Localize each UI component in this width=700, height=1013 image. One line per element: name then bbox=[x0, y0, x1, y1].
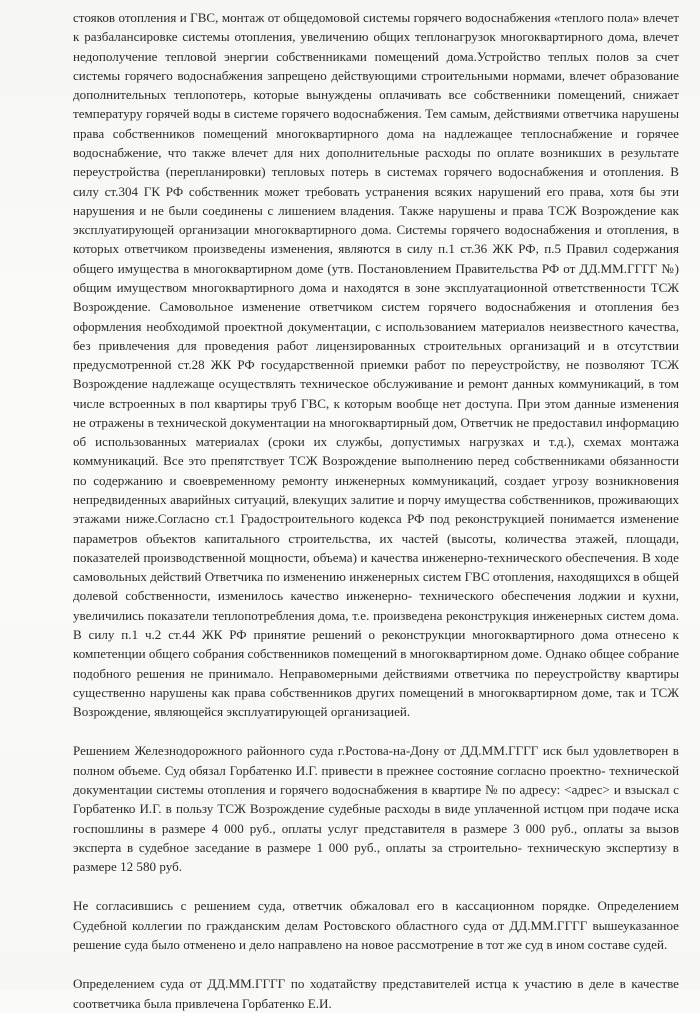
paragraph-4: Определением суда от ДД.ММ.ГГГГ по ходатайству представителей истца к участию в деле в качестве соответчика была привлечена Горбатенко Е.И. bbox=[73, 976, 679, 1011]
document-body bbox=[73, 8, 679, 1013]
paragraph-2: Решением Железнодорожного районного суда г.Ростова-на-Дону от ДД.ММ.ГГГГ иск был удовлетворен в полном объеме. Суд обязал Горбатенко И.Г. привести в прежнее состояние согласно проектно- технической документации системы отопления и горячего водоснабжения в квартире № по адресу: <адрес> и взыскал с Горбатенко И.Г. в пользу ТСЖ Возрождение судебные расходы в виде уплаченной истцом при подаче иска госпошлины в размере 4 000 руб., оплаты услуг представителя в размере 3 000 руб., оплаты за вызов эксперта в судебное заседание в размере 1 000 руб., оплаты за строительно- техническую экспертизу в размере 12 580 руб. bbox=[73, 743, 679, 875]
paragraph-1: стояков отопления и ГВС, монтаж от общедомовой системы горячего водоснабжения «теплого пола» влечет к разбалансировке системы отопления, увеличению общих теплонагрузок многоквартирного дома, влечет недополучение тепловой энергии собственниками помещений дома.Устройство теплых полов за счет системы горячего водоснабжения запрещено действующими строительными нормами, влечет образование дополнительных теплопотерь, которые вынуждены оплачивать все собственники помещений, снижает температуру горячей воды в системе горячего водоснабжения. Тем самым, действиями ответчика нарушены права собственников помещений многоквартирного дома на надлежащее теплоснабжение и горячее водоснабжение, что также влечет для них дополнительные расходы по оплате возникших в результате переустройства (перепланировки) тепловых потерь в системах горячего водоснабжения и отопления. В силу ст.304 ГК РФ собственник может требовать устранения всяких нарушений его права, хотя бы эти нарушения и не были соединены с лишением владения. Также нарушены и права ТСЖ Возрождение как эксплуатирующей организации многоквартирного дома. Системы горячего водоснабжения и отопления, в которых ответчиком произведены изменения, являются в силу п.1 ст.36 ЖК РФ, п.5 Правил содержания общего имущества в многоквартирном доме (утв. Постановлением Правительства РФ от ДД.ММ.ГГГГ №) общим имуществом многоквартирного дома и находятся в зоне эксплуатационной ответственности ТСЖ Возрождение. Самовольное изменение ответчиком систем горячего водоснабжения и отопления без оформления необходимой проектной документации, с использованием материалов неизвестного качества, без привлечения для проведения работ лицензированных строительных организаций и в отсутствии предусмотренной ст.28 ЖК РФ государственной приемки работ по переустройству, не позволяют ТСЖ Возрождение надлежаще осуществлять техническое обслуживание и ремонт данных коммуникаций, в том числе встроенных в пол квартиры труб ГВС, к которым вообще нет доступа. При этом данные изменения не отражены в технической документации на многоквартирный дом, Ответчик не предоставил информацию об использованных материалах (сроки их службы, допустимых нагрузках и т.д.), схемах монтажа коммуникаций. Все это препятствует ТСЖ Возрождение выполнению перед собственниками обязанности по содержанию и своевременному ремонту инженерных коммуникаций, создает угрозу возникновения непредвиденных аварийных ситуаций, влекущих залитие и порчу имущества собственников, проживающих этажами ниже.Согласно ст.1 Градостроительного кодекса РФ под реконструкцией понимается изменение параметров объектов капитального строительства, их частей (высоты, количества этажей, площади, показателей производственной мощности, объема) и качества инженерно-технического обеспечения. В ходе самовольных действий Ответчика по изменению инженерных систем ГВС отопления, находящихся в общей долевой собственности, изменилось качество инженерно- технического обеспечения лоджии и кухни, увеличились показатели теплопотребления дома, т.е. произведена реконструкция инженерных систем дома. В силу п.1 ч.2 ст.44 ЖК РФ принятие решений о реконструкции многоквартирного дома отнесено к компетенции общего собрания собственников помещений в многоквартирном доме. Однако общее собрание подобного решения не принимало. Неправомерными действиями ответчика по переустройству квартиры существенно нарушены как права собственников других помещений в многоквартирном доме, так и ТСЖ Возрождение, являющейся эксплуатирующей организацией. bbox=[73, 10, 680, 720]
paragraph-3: Не согласившись с решением суда, ответчик обжаловал его в кассационном порядке. Определением Судебной коллегии по гражданским делам Ростовского областного суда от ДД.ММ.ГГГГ вышеуказанное решение суда было отменено и дело направлено на новое рассмотрение в тот же суд в ином составе судей. bbox=[73, 898, 679, 952]
